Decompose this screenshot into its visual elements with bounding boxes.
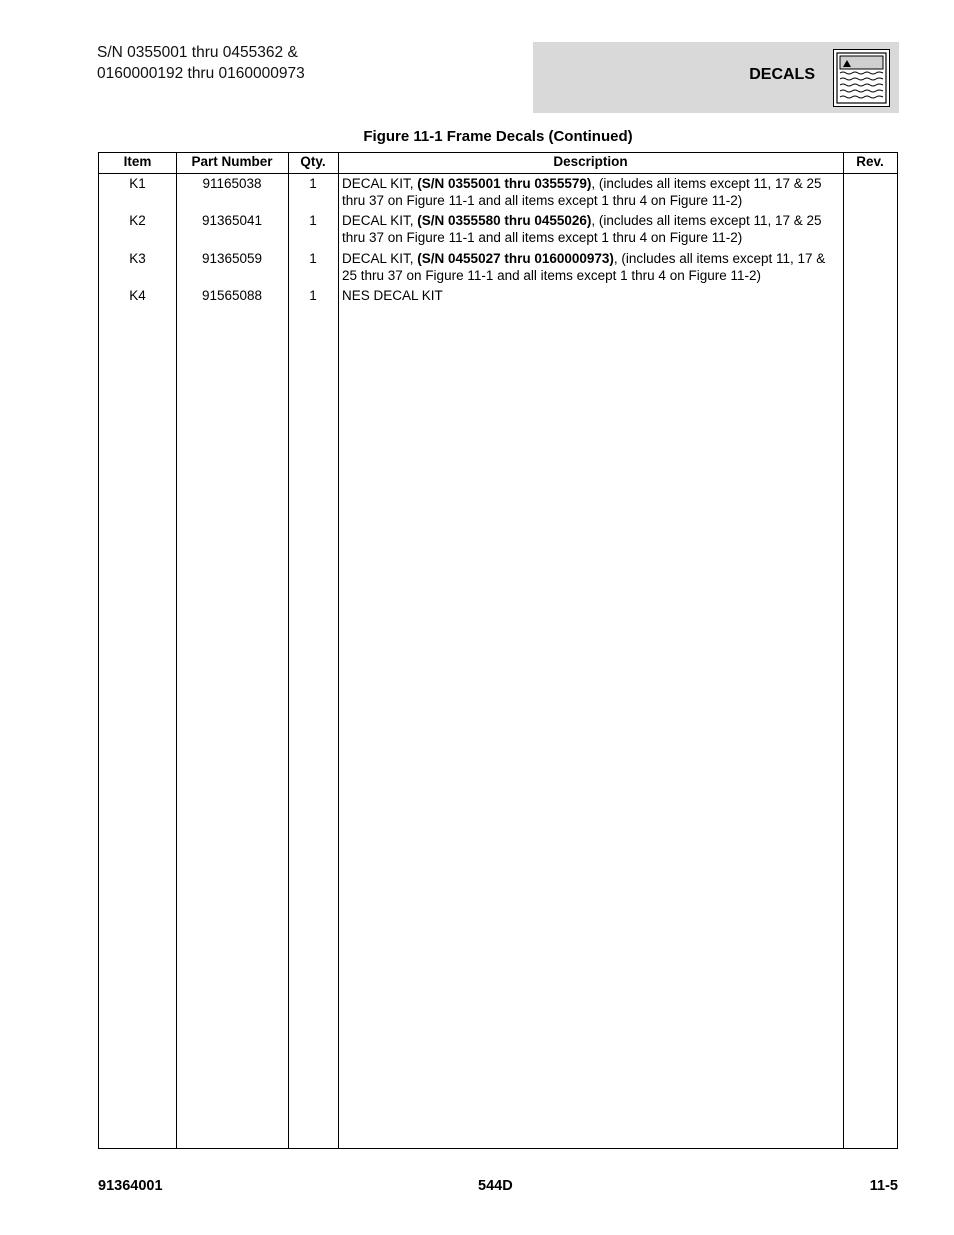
parts-table bbox=[98, 152, 898, 1149]
row-qty: 1 bbox=[309, 251, 317, 266]
row-qty: 1 bbox=[309, 213, 317, 228]
footer-page-number: 11-5 bbox=[869, 1178, 898, 1194]
header-item: Item bbox=[123, 154, 152, 169]
row-part-number: 91365041 bbox=[201, 213, 263, 228]
serial-line-2: 0160000192 thru 0160000973 bbox=[97, 65, 305, 82]
figure-title: Figure 11-1 Frame Decals (Continued) bbox=[363, 128, 633, 145]
header-rev: Rev. bbox=[856, 154, 884, 169]
row-qty: 1 bbox=[309, 176, 317, 191]
header-description: Description bbox=[553, 154, 628, 169]
header-qty: Qty. bbox=[300, 154, 326, 169]
serial-number-range bbox=[97, 42, 305, 84]
row-description: DECAL KIT, (S/N 0455027 thru 0160000973), (includes all items except 11, 17 & 25 thru 37 on Figure 11-1 and all items except 1 thru 4 on Figure 11-2) bbox=[342, 251, 826, 283]
row-item: K3 bbox=[129, 251, 146, 266]
section-title: DECALS bbox=[749, 66, 815, 83]
row-description: DECAL KIT, (S/N 0355580 thru 0455026), (includes all items except 11, 17 & 25 thru 37 on Figure 11-1 and all items except 1 thru 4 on Figure 11-2) bbox=[342, 213, 822, 245]
row-qty: 1 bbox=[309, 288, 317, 303]
row-description: DECAL KIT, (S/N 0355001 thru 0355579), (includes all items except 11, 17 & 25 thru 37 on Figure 11-1 and all items except 1 thru 4 on Figure 11-2) bbox=[342, 176, 822, 208]
row-part-number: 91565088 bbox=[201, 288, 263, 303]
header-divider bbox=[99, 173, 897, 174]
row-part-number: 91365059 bbox=[201, 251, 263, 266]
row-item: K4 bbox=[129, 288, 146, 303]
footer-doc-number: 91364001 bbox=[98, 1178, 163, 1194]
row-item: K2 bbox=[129, 213, 146, 228]
section-banner bbox=[533, 42, 899, 113]
serial-line-1: S/N 0355001 thru 0455362 & bbox=[97, 44, 298, 61]
row-description: NES DECAL KIT bbox=[342, 288, 443, 303]
header-part-number: Part Number bbox=[191, 154, 273, 169]
decal-sheet-icon bbox=[833, 49, 890, 107]
row-item: K1 bbox=[129, 176, 146, 191]
row-part-number: 91165038 bbox=[202, 176, 262, 191]
footer-model: 544D bbox=[478, 1178, 513, 1194]
